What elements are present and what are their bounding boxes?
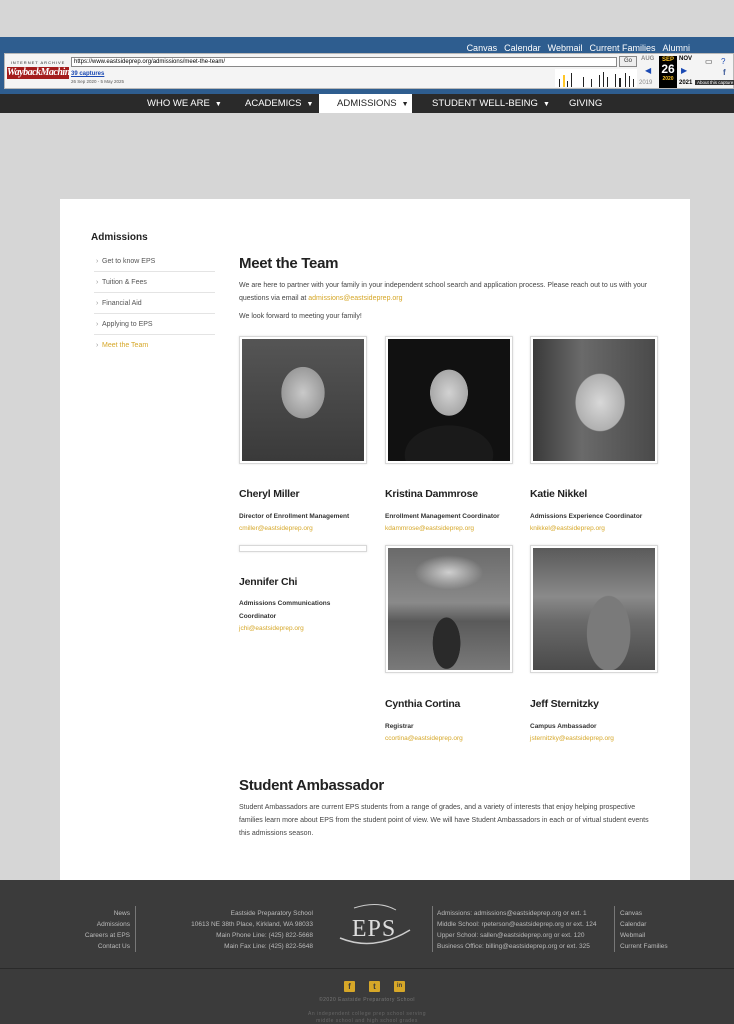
- sidebar-item-financial-aid[interactable]: › Financial Aid: [94, 293, 215, 314]
- team-email-1[interactable]: kdammrose@eastsideprep.org: [385, 525, 474, 532]
- wayback-current-day: 26: [661, 62, 675, 76]
- footer-link-current-families[interactable]: Current Families: [620, 943, 668, 950]
- chevron-down-icon: ▼: [214, 101, 222, 108]
- chevron-down-icon: ▼: [306, 101, 314, 108]
- photo-cynthia-cortina: [385, 545, 513, 673]
- nav-who-we-are[interactable]: [147, 94, 222, 113]
- eps-logo-text: EPS: [351, 916, 397, 942]
- nav-admissions-label: ADMISSIONS: [337, 98, 397, 109]
- wayback-calendar: [639, 56, 701, 88]
- util-link-webmail[interactable]: Webmail: [547, 43, 583, 53]
- wayback-logo-top: INTERNET ARCHIVE: [10, 60, 66, 65]
- wayback-about-capture[interactable]: About this capture: [697, 80, 734, 85]
- wayback-prev-icon[interactable]: ◀: [645, 66, 652, 75]
- util-link-alumni[interactable]: Alumni: [662, 43, 690, 53]
- team-name-5: Jeff Sternitzky: [530, 698, 599, 710]
- team-role-4: Registrar: [385, 723, 414, 730]
- footer-links-right: [620, 908, 690, 952]
- nav-academics-label: ACADEMICS: [245, 98, 302, 109]
- team-role-1: Enrollment Management Coordinator: [385, 513, 500, 520]
- footer-link-contact[interactable]: Contact Us: [97, 943, 130, 950]
- team-role-0: Director of Enrollment Management: [239, 513, 350, 520]
- nav-student-well-being[interactable]: [432, 94, 550, 113]
- util-link-current-families[interactable]: Current Families: [589, 43, 656, 53]
- ambassador-text: Student Ambassadors are current EPS students from a range of grades, and a variety of interests that enjoy helping prospective families learn more about EPS from the student point of view. We will have Student Ambassadors in each or of virtual student events this admissions season.: [239, 804, 649, 837]
- footer-link-admissions[interactable]: Admissions: [96, 921, 130, 928]
- intro-email-link[interactable]: admissions@eastsideprep.org: [308, 295, 403, 302]
- wayback-facebook-icon[interactable]: f: [723, 68, 726, 77]
- sidebar-title: Admissions: [91, 232, 148, 243]
- footer-copyright: ©2020 Eastside Preparatory School: [318, 997, 416, 1003]
- footer-link-news[interactable]: News: [113, 910, 130, 917]
- team-role-3-line2: Coordinator: [239, 613, 277, 620]
- wayback-current-year: 2020: [662, 76, 674, 82]
- intro-closing: We look forward to meeting your family!: [239, 313, 362, 320]
- photo-jeff-sternitzky: [530, 545, 658, 673]
- footer-contacts: [437, 908, 617, 952]
- footer-contact-admissions[interactable]: Admissions: admissions@eastsideprep.org or ext. 1: [437, 910, 587, 917]
- sidebar-item-meet-the-team[interactable]: › Meet the Team: [94, 335, 215, 356]
- wayback-logo[interactable]: [7, 56, 74, 86]
- footer-link-careers[interactable]: Careers at EPS: [84, 932, 130, 939]
- footer-street: 10613 NE 38th Place, Kirkland, WA 98033: [191, 921, 313, 928]
- wayback-sparkline[interactable]: [555, 69, 637, 87]
- content-card: [60, 199, 690, 881]
- team-email-2[interactable]: knikkel@eastsideprep.org: [530, 525, 605, 532]
- team-email-0[interactable]: cmiller@eastsideprep.org: [239, 525, 313, 532]
- wayback-current-date: [659, 56, 677, 88]
- main-nav: [0, 94, 734, 113]
- wayback-toolbar: [4, 53, 734, 89]
- footer-contact-business[interactable]: Business Office: billing@eastsideprep.org or ext. 325: [437, 943, 590, 950]
- team-name-1: Kristina Dammrose: [385, 488, 478, 500]
- wayback-window-icon[interactable]: ▭: [705, 57, 713, 66]
- nav-giving[interactable]: GIVING: [569, 98, 603, 109]
- wayback-next-year: 2021: [679, 80, 693, 86]
- footer-tagline-2: middle school and high school grades: [316, 1018, 418, 1024]
- team-role-5: Campus Ambassador: [530, 723, 597, 730]
- utility-nav: [467, 43, 690, 53]
- footer-link-calendar[interactable]: Calendar: [620, 921, 647, 928]
- sidebar-item-applying[interactable]: › Applying to EPS: [94, 314, 215, 335]
- wayback-go-button[interactable]: Go: [619, 56, 637, 67]
- wayback-next-icon[interactable]: ▶: [681, 66, 688, 75]
- footer-fax: Main Fax Line: (425) 822-5648: [224, 943, 313, 950]
- util-link-calendar[interactable]: Calendar: [504, 43, 541, 53]
- intro-text: [239, 279, 669, 305]
- footer-school-name: Eastside Preparatory School: [230, 910, 313, 917]
- sidebar-nav: [94, 251, 215, 356]
- nav-admissions[interactable]: [319, 94, 412, 113]
- footer-link-canvas[interactable]: Canvas: [620, 910, 643, 917]
- footer-divider: [135, 906, 136, 952]
- twitter-icon[interactable]: t: [369, 981, 380, 992]
- footer-links-left: [60, 908, 130, 952]
- wayback-prev-year: 2019: [639, 80, 653, 86]
- footer-divider: [432, 906, 433, 952]
- wayback-prev-month[interactable]: AUG: [641, 56, 655, 62]
- wayback-next-month[interactable]: NOV: [679, 56, 693, 62]
- footer-address: [150, 908, 313, 952]
- sidebar-item-tuition[interactable]: › Tuition & Fees: [94, 272, 215, 293]
- footer-link-webmail[interactable]: Webmail: [620, 932, 646, 939]
- team-email-3[interactable]: jchi@eastsideprep.org: [239, 625, 304, 632]
- photo-cheryl-miller: [239, 336, 367, 464]
- wayback-capture-range: 26 Sep 2020 - 5 May 2025: [71, 79, 125, 84]
- photo-kristina-dammrose: [385, 336, 513, 464]
- photo-katie-nikkel: [530, 336, 658, 464]
- team-name-2: Katie Nikkel: [530, 488, 588, 500]
- team-role-2: Admissions Experience Coordinator: [530, 513, 643, 520]
- sidebar-item-get-to-know[interactable]: › Get to know EPS: [94, 251, 215, 272]
- footer-separator: [0, 968, 734, 969]
- chevron-down-icon: ▼: [542, 101, 550, 108]
- facebook-icon[interactable]: f: [344, 981, 355, 992]
- team-name-4: Cynthia Cortina: [385, 698, 461, 710]
- team-name-3: Jennifer Chi: [239, 576, 298, 588]
- ambassador-title: Student Ambassador: [239, 777, 384, 794]
- team-email-4[interactable]: ccortina@eastsideprep.org: [385, 735, 463, 742]
- footer-contact-middle[interactable]: Middle School: rpeterson@eastsideprep.org or ext. 124: [437, 921, 597, 928]
- util-link-canvas[interactable]: Canvas: [466, 43, 498, 53]
- nav-who-we-are-label: WHO WE ARE: [147, 98, 210, 109]
- photo-jennifer-chi: [239, 545, 367, 552]
- site-footer: [0, 880, 734, 1024]
- footer-contact-upper[interactable]: Upper School: sallen@eastsideprep.org or ext. 120: [437, 932, 585, 939]
- chevron-down-icon: ▼: [401, 101, 409, 108]
- wayback-current-month: SEP: [661, 57, 674, 63]
- footer-tagline: [0, 1011, 734, 1024]
- wayback-logo-main: WaybackMachine: [7, 67, 74, 78]
- wayback-url-input[interactable]: https://www.eastsideprep.org/admissions/meet-the-team/: [71, 57, 617, 67]
- team-email-5[interactable]: jsternitzky@eastsideprep.org: [530, 735, 614, 742]
- eps-logo[interactable]: [334, 900, 414, 950]
- team-role-3-line1: Admissions Communications: [239, 600, 331, 607]
- team-name-0: Cheryl Miller: [239, 488, 300, 500]
- nav-academics[interactable]: [245, 94, 313, 113]
- linkedin-icon[interactable]: in: [394, 981, 405, 992]
- page-title: Meet the Team: [239, 255, 339, 272]
- wayback-captures-link[interactable]: 39 captures: [71, 71, 105, 77]
- footer-divider: [614, 906, 615, 952]
- nav-student-well-being-label: STUDENT WELL-BEING: [432, 98, 538, 109]
- footer-phone: Main Phone Line: (425) 822-5668: [216, 932, 313, 939]
- footer-tagline-1: An independent college prep school serving: [307, 1011, 426, 1017]
- intro-body: We are here to partner with your family in your independent school search and application process. Please reach out to us with your questions via email at: [239, 282, 648, 302]
- wayback-help-icon[interactable]: ?: [721, 57, 726, 66]
